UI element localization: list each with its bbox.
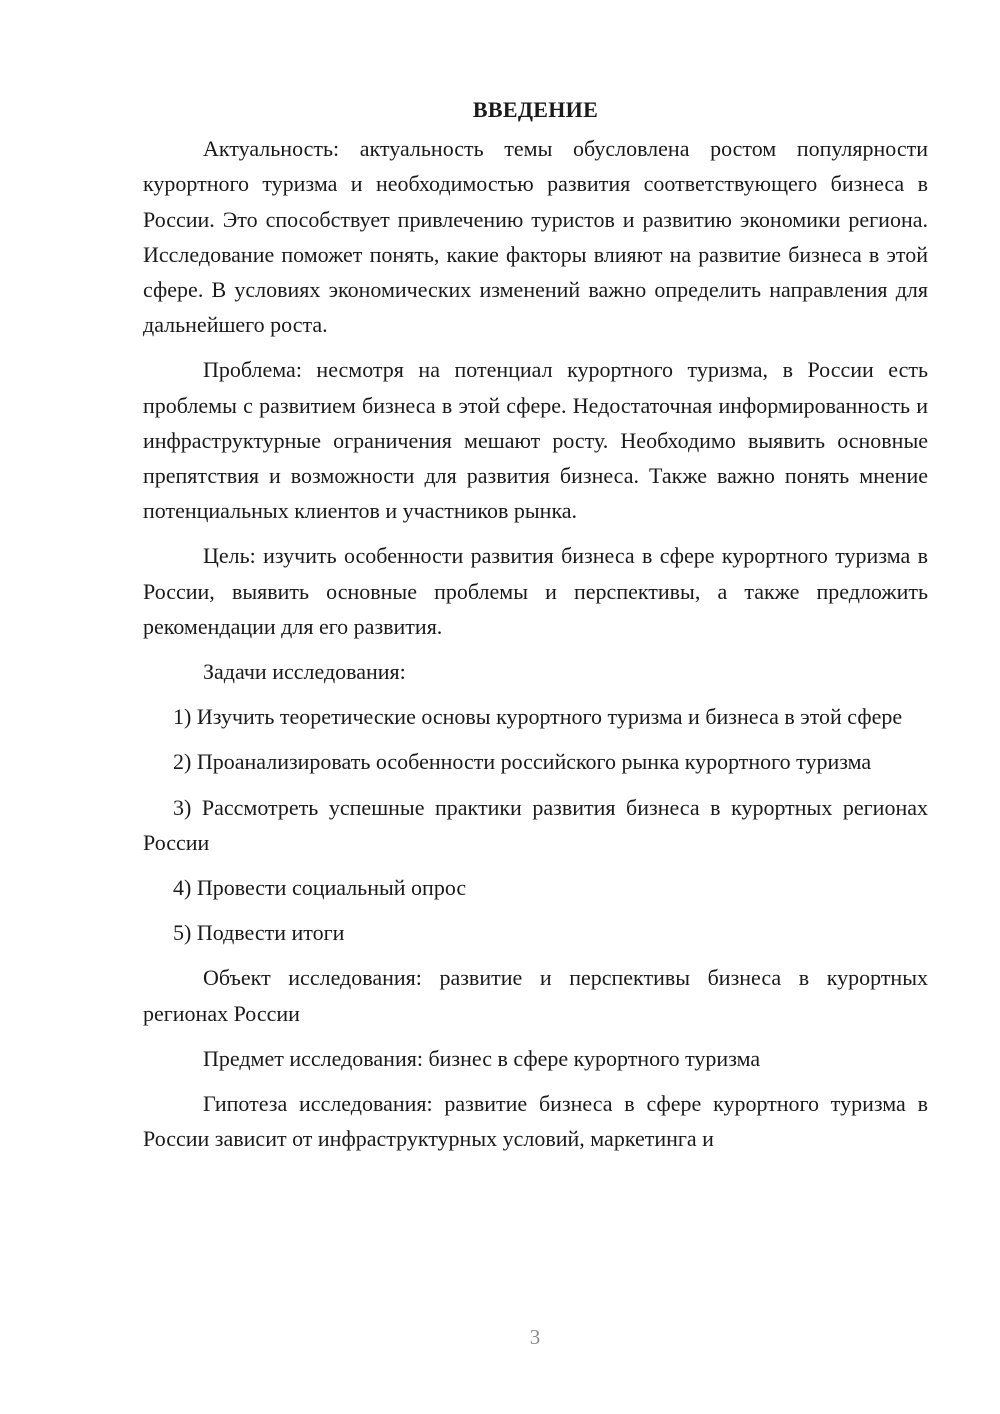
paragraph-subject: Предмет исследования: бизнес в сфере курортного туризма <box>203 1045 761 1071</box>
document-page <box>143 92 928 1166</box>
paragraph-object: Объект исследования: развитие и перспективы бизнеса в курортных регионах России <box>143 965 928 1026</box>
task-item-3: 3) Рассмотреть успешные практики развития бизнеса в курортных регионах России <box>143 794 928 855</box>
page-number: 3 <box>529 1325 541 1349</box>
task-item-5: 5) Подвести итоги <box>173 920 345 946</box>
paragraph-hypothesis: Гипотеза исследования: развитие бизнеса в сфере курортного туризма в России зависит от инфраструктурных условий, маркетинга и <box>143 1091 928 1152</box>
paragraph-relevance: Актуальность: актуальность темы обусловлена ростом популярности курортного туризма и необходимостью развития соответствующего бизнеса в России. Это способствует привлечению туристов и развитию экономики региона. Исследование поможет понять, какие факторы влияют на развитие бизнеса в этой сфере. В условиях экономических изменений важно определить направления для дальнейшего роста. <box>143 136 928 338</box>
task-item-2: 2) Проанализировать особенности российского рынка курортного туризма <box>173 749 872 775</box>
paragraph-goal: Цель: изучить особенности развития бизнеса в сфере курортного туризма в России, выявить основные проблемы и перспективы, а также предложить рекомендации для его развития. <box>143 543 928 639</box>
paragraph-problem: Проблема: несмотря на потенциал курортного туризма, в России есть проблемы с развитием бизнеса в этой сфере. Недостаточная информированность и инфраструктурные ограничения мешают росту. Необходимо выявить основные препятствия и возможности для развития бизнеса. Также важно понять мнение потенциальных клиентов и участников рынка. <box>143 357 928 524</box>
task-item-1: 1) Изучить теоретические основы курортного туризма и бизнеса в этой сфере <box>173 704 903 730</box>
task-item-4: 4) Провести социальный опрос <box>173 875 467 901</box>
section-title: ВВЕДЕНИЕ <box>472 97 599 122</box>
paragraph-tasks-heading: Задачи исследования: <box>203 659 406 685</box>
